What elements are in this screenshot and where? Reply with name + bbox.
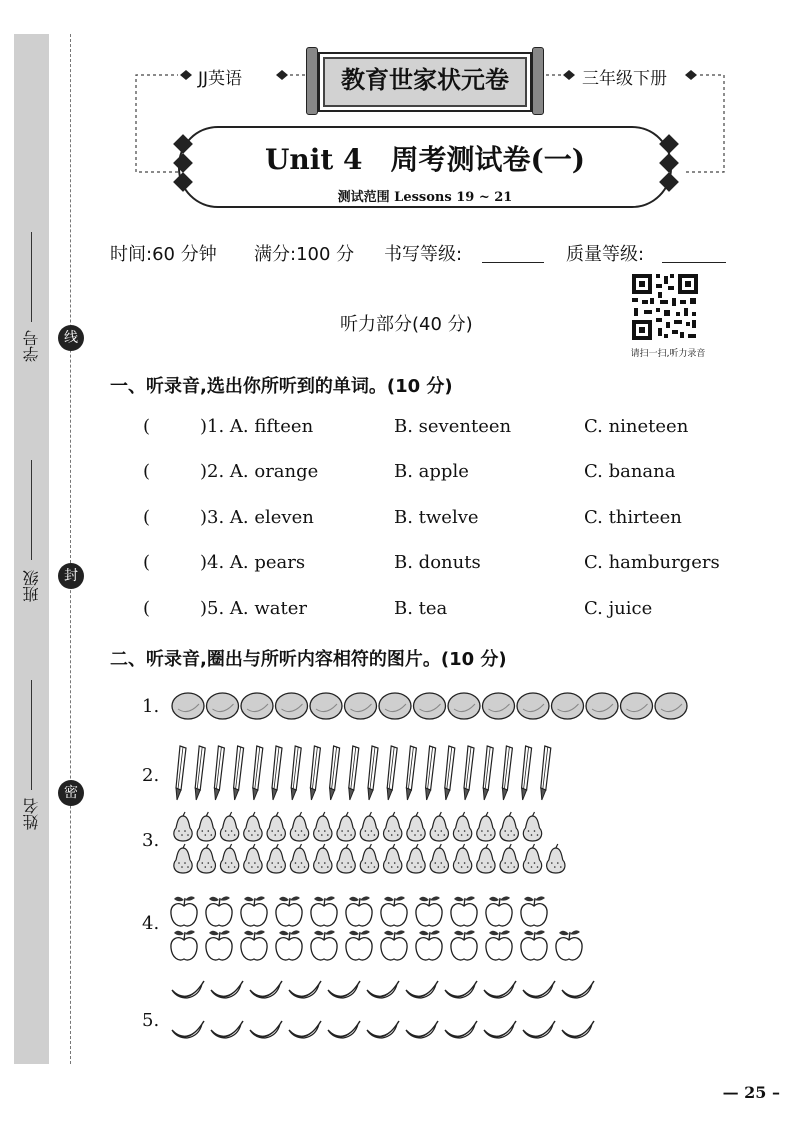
- banana-icon[interactable]: [250, 981, 282, 998]
- pear-icon[interactable]: [220, 844, 238, 873]
- apple-icon[interactable]: [346, 930, 372, 960]
- apple-icon[interactable]: [206, 896, 232, 926]
- pear-icon[interactable]: [197, 844, 215, 873]
- answer-paren[interactable]: (: [143, 461, 151, 482]
- pear-icon[interactable]: [290, 812, 308, 841]
- apple-icon[interactable]: [486, 896, 512, 926]
- apple-icon[interactable]: [486, 930, 512, 960]
- pear-icon[interactable]: [523, 844, 541, 873]
- pear-icon[interactable]: [500, 844, 518, 873]
- banana-icon[interactable]: [289, 981, 321, 998]
- q1-option-a: )1. A. fifteen: [200, 416, 314, 437]
- q2-option-a: )2. A. orange: [200, 461, 319, 482]
- pear-icon[interactable]: [220, 812, 238, 841]
- pear-icon[interactable]: [477, 844, 495, 873]
- full-score: 满分:100 分: [254, 244, 355, 265]
- pear-icon[interactable]: [547, 844, 565, 873]
- pear-icon[interactable]: [337, 844, 355, 873]
- egg-icon[interactable]: [345, 693, 377, 719]
- apple-icon[interactable]: [556, 930, 582, 960]
- apple-icon[interactable]: [451, 896, 477, 926]
- apple-icon[interactable]: [171, 896, 197, 926]
- pear-icon[interactable]: [384, 844, 402, 873]
- banana-icon[interactable]: [211, 1021, 243, 1038]
- pear-icon[interactable]: [500, 812, 518, 841]
- pencil-icon[interactable]: [291, 746, 301, 800]
- student-id-blank: [31, 232, 32, 322]
- quality-grade-label: 质量等级:: [566, 244, 645, 265]
- apple-icon[interactable]: [206, 930, 232, 960]
- scroll-left-end: [306, 47, 318, 115]
- egg-icon[interactable]: [207, 693, 239, 719]
- banana-icon[interactable]: [328, 1021, 360, 1038]
- q2-option-c: C. banana: [584, 461, 676, 482]
- apple-icon[interactable]: [521, 896, 547, 926]
- grade-tag: 三年级下册: [582, 69, 667, 89]
- pencil-icon[interactable]: [502, 746, 512, 800]
- seal-secret-mark: 密: [58, 780, 84, 806]
- page-title: Unit 4 周考测试卷(一): [264, 143, 586, 176]
- pear-icon[interactable]: [290, 844, 308, 873]
- pencil-icon[interactable]: [253, 746, 263, 800]
- pencil-icon[interactable]: [541, 746, 551, 800]
- time-limit: 时间:60 分钟: [110, 244, 217, 265]
- section2-title: 二、听录音,圈出与所听内容相符的图片。(10 分): [110, 649, 507, 670]
- apple-icon[interactable]: [451, 930, 477, 960]
- apple-icon[interactable]: [381, 896, 407, 926]
- pencil-icon[interactable]: [445, 746, 455, 800]
- answer-paren[interactable]: (: [143, 598, 151, 619]
- pear-icon[interactable]: [244, 812, 262, 841]
- pear-icon[interactable]: [314, 844, 332, 873]
- page-number: — 25 –: [722, 1083, 780, 1102]
- pear-icon[interactable]: [337, 812, 355, 841]
- pear-icon[interactable]: [453, 812, 471, 841]
- qr-code-icon[interactable]: [630, 272, 700, 342]
- banana-icon[interactable]: [484, 1021, 516, 1038]
- banana-icon[interactable]: [484, 981, 516, 998]
- apple-icon[interactable]: [241, 930, 267, 960]
- pencil-icon[interactable]: [406, 746, 416, 800]
- answer-paren[interactable]: (: [143, 507, 151, 528]
- pear-icon[interactable]: [197, 812, 215, 841]
- banana-icon[interactable]: [250, 1021, 282, 1038]
- brand-title: 教育世家状元卷: [341, 66, 509, 94]
- q4-option-b: B. donuts: [394, 552, 481, 573]
- banana-icon[interactable]: [211, 981, 243, 998]
- egg-icon[interactable]: [172, 693, 204, 719]
- apple-icon[interactable]: [171, 930, 197, 960]
- banana-icon[interactable]: [172, 1021, 204, 1038]
- q5-option-b: B. tea: [394, 598, 448, 619]
- apple-icon[interactable]: [416, 896, 442, 926]
- banana-icon[interactable]: [406, 981, 438, 998]
- pencil-icon[interactable]: [483, 746, 493, 800]
- pear-icon[interactable]: [244, 844, 262, 873]
- pencil-icon[interactable]: [522, 746, 532, 800]
- pencil-icon[interactable]: [426, 746, 436, 800]
- q4-option-c: C. hamburgers: [584, 552, 720, 573]
- apple-icon[interactable]: [311, 896, 337, 926]
- banana-icon[interactable]: [328, 981, 360, 998]
- item4-label: 4.: [142, 913, 160, 934]
- class-label: 班级: [22, 570, 41, 602]
- apple-icon[interactable]: [311, 930, 337, 960]
- pear-icon[interactable]: [407, 844, 425, 873]
- pear-icon[interactable]: [360, 812, 378, 841]
- pear-icon[interactable]: [430, 844, 448, 873]
- pencil-icon[interactable]: [464, 746, 474, 800]
- pencil-icon[interactable]: [176, 746, 186, 800]
- pear-icon[interactable]: [267, 844, 285, 873]
- answer-paren[interactable]: (: [143, 552, 151, 573]
- apple-icon[interactable]: [241, 896, 267, 926]
- egg-icon[interactable]: [655, 693, 687, 719]
- banana-icon[interactable]: [172, 981, 204, 998]
- apple-icon[interactable]: [381, 930, 407, 960]
- egg-icon[interactable]: [517, 693, 549, 719]
- pear-icon[interactable]: [407, 812, 425, 841]
- seal-line-mark: 线: [58, 325, 84, 351]
- banana-icon[interactable]: [289, 1021, 321, 1038]
- q5-option-a: )5. A. water: [200, 598, 307, 619]
- banana-icon[interactable]: [523, 1021, 555, 1038]
- section1-title: 一、听录音,选出你所听到的单词。(10 分): [110, 376, 453, 397]
- pear-icon[interactable]: [453, 844, 471, 873]
- pear-icon[interactable]: [523, 812, 541, 841]
- banana-icon[interactable]: [562, 981, 594, 998]
- q5-option-c: C. juice: [584, 598, 653, 619]
- class-blank: [31, 460, 32, 560]
- egg-icon[interactable]: [379, 693, 411, 719]
- pear-icon[interactable]: [314, 812, 332, 841]
- pencil-icon[interactable]: [349, 746, 359, 800]
- egg-icon[interactable]: [448, 693, 480, 719]
- apple-icon[interactable]: [521, 930, 547, 960]
- pear-icon[interactable]: [384, 812, 402, 841]
- egg-icon[interactable]: [621, 693, 653, 719]
- apple-icon[interactable]: [276, 930, 302, 960]
- writing-grade-label: 书写等级:: [384, 244, 463, 265]
- pear-icon[interactable]: [360, 844, 378, 873]
- egg-icon[interactable]: [586, 693, 618, 719]
- banana-icon[interactable]: [562, 1021, 594, 1038]
- picture-rows: [0, 670, 794, 1060]
- pencil-icon[interactable]: [214, 746, 224, 800]
- q3-option-c: C. thirteen: [584, 507, 682, 528]
- item2-label: 2.: [142, 765, 160, 786]
- pencil-icon[interactable]: [387, 746, 397, 800]
- apple-icon[interactable]: [346, 896, 372, 926]
- banana-icon[interactable]: [445, 1021, 477, 1038]
- banana-icon[interactable]: [367, 1021, 399, 1038]
- banana-icon[interactable]: [445, 981, 477, 998]
- answer-paren[interactable]: (: [143, 416, 151, 437]
- apple-icon[interactable]: [276, 896, 302, 926]
- pear-icon[interactable]: [477, 812, 495, 841]
- banana-icon[interactable]: [523, 981, 555, 998]
- egg-icon[interactable]: [414, 693, 446, 719]
- egg-icon[interactable]: [552, 693, 584, 719]
- q3-option-a: )3. A. eleven: [200, 507, 314, 528]
- listening-part-title: 听力部分(40 分): [340, 314, 473, 335]
- pear-icon[interactable]: [267, 812, 285, 841]
- egg-icon[interactable]: [310, 693, 342, 719]
- seal-seal-mark: 封: [58, 563, 84, 589]
- banana-icon[interactable]: [406, 1021, 438, 1038]
- writing-grade-blank[interactable]: [482, 262, 544, 263]
- pencil-icon[interactable]: [330, 746, 340, 800]
- pear-icon[interactable]: [430, 812, 448, 841]
- quality-grade-blank[interactable]: [662, 262, 726, 263]
- egg-icon[interactable]: [241, 693, 273, 719]
- student-id-label: 学号: [22, 330, 41, 362]
- q1-option-b: B. seventeen: [394, 416, 512, 437]
- q4-option-a: )4. A. pears: [200, 552, 306, 573]
- apple-icon[interactable]: [416, 930, 442, 960]
- qr-caption: 请扫一扫,听力录音: [630, 349, 706, 359]
- pencil-icon[interactable]: [310, 746, 320, 800]
- pear-icon[interactable]: [174, 812, 192, 841]
- pencil-icon[interactable]: [234, 746, 244, 800]
- test-scope: 测试范围 Lessons 19 ~ 21: [337, 190, 513, 205]
- pencil-icon[interactable]: [195, 746, 205, 800]
- subject-tag: JJ英语: [198, 69, 243, 89]
- item3-label: 3.: [142, 830, 160, 851]
- egg-icon[interactable]: [483, 693, 515, 719]
- q3-option-b: B. twelve: [394, 507, 479, 528]
- banana-icon[interactable]: [367, 981, 399, 998]
- item1-label: 1.: [142, 696, 160, 717]
- pencil-icon[interactable]: [272, 746, 282, 800]
- item5-label: 5.: [142, 1010, 160, 1031]
- q1-option-c: C. nineteen: [584, 416, 689, 437]
- name-label: 姓名: [22, 798, 41, 830]
- q2-option-b: B. apple: [394, 461, 469, 482]
- scroll-right-end: [532, 47, 544, 115]
- pear-icon[interactable]: [174, 844, 192, 873]
- pencil-icon[interactable]: [368, 746, 378, 800]
- egg-icon[interactable]: [276, 693, 308, 719]
